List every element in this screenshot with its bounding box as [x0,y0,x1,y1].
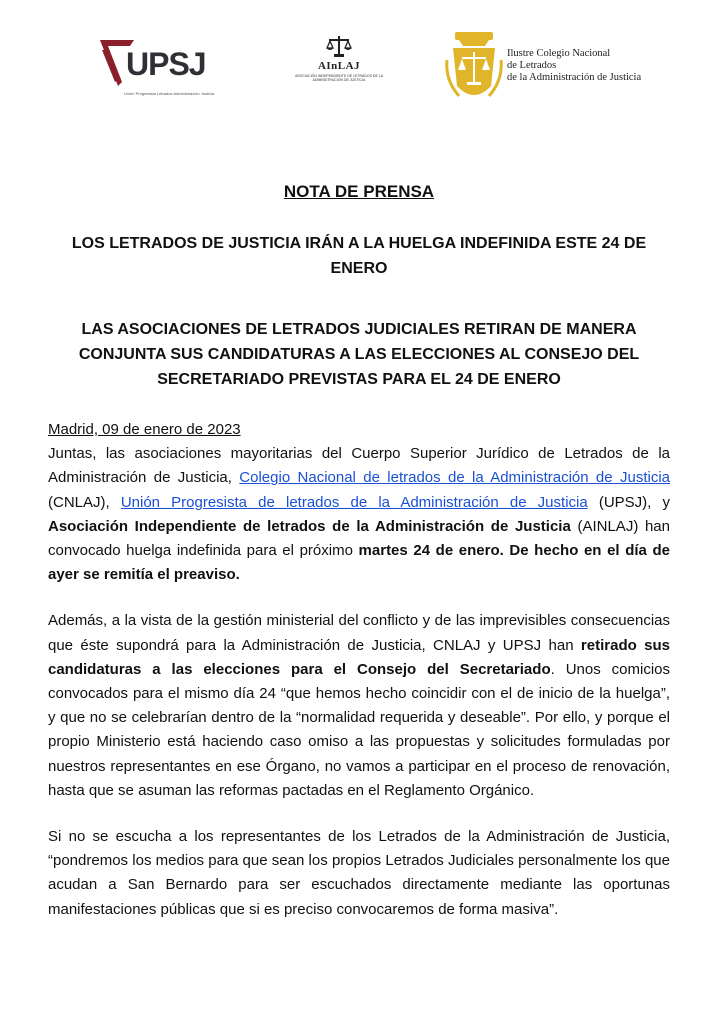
ainlaj-logo [284,34,394,104]
colegio-logo [445,30,665,106]
ainlaj-logo-text: AInLAJ [317,60,361,72]
scales-icon [326,34,352,58]
date-line: Madrid, 09 de enero de 2023 [48,421,241,438]
ainlaj-tagline: ASOCIACIÓN INDEPENDIENTE DE LETRADOS DE LA ADMINISTRACIÓN DE JUSTICIA [294,74,384,82]
paragraph-1: Madrid, 09 de enero de 2023 Juntas, las asociaciones mayoritarias del Cuerpo Superior Jurídico de Letrados de la Administración de Justicia, Colegio Nacional de letrados de la Administración de Justicia (CNLAJ), Unión Progresista de letrados de la Administración de Justicia (UPSJ), y Asociación Independiente de letrados de la Administración de Justicia (AINLAJ) han convocado huelga indefinida para el próximo martes 24 de enero. De hecho en el día de ayer se remitía el preaviso. [48,421,670,584]
upsj-logo [100,36,220,100]
link-cnlaj[interactable]: Colegio Nacional de letrados de la Administración de Justicia [239,469,670,487]
document-body [48,418,670,944]
colegio-crest-icon [445,30,503,106]
header-logos [0,28,718,108]
colegio-line-2: de Letrados [507,60,557,71]
ainlaj-name: Asociación Independiente de letrados de la Administración de Justicia [48,517,571,535]
paragraph-3: Si no se escucha a los representantes de los Letrados de la Administración de Justicia, “pondremos los medios para que sean los propios Letrados Judiciales personalmente los que acudan a San Bernardo para ser escuchados directamente mediante las oportunas manifestaciones públicas que si es preciso convocaremos de forma masiva”. [48,828,670,918]
paragraph-2: Además, a la vista de la gestión ministerial del conflicto y de las imprevisibles consecuencias que éste supondrá para la Administración de Justicia, CNLAJ y UPSJ han retirado sus candidaturas a las elecciones para el Consejo del Secretariado. Unos comicios convocados para el mismo día 24 “que hemos hecho coincidir con el de inicio de la huelga”, y que no se celebrarían dentro de la “normalidad requerida y deseable”. Por ello, y porque el propio Ministerio está haciendo caso omiso a las propuestas y solicitudes formuladas por nuestros representantes en ese Órgano, no vamos a participar en el proceso de renovación, hasta que se asuman las reformas pactadas en el Reglamento Orgánico. [48,612,670,799]
document-title: NOTA DE PRENSA [283,182,435,201]
strike-date: martes 24 de enero. De hecho en el día de ayer se remitía el preaviso. [48,542,670,584]
colegio-logo-text [507,48,641,84]
headline-candidacies: LAS ASOCIACIONES DE LETRADOS JUDICIALES RETIRAN DE MANERA CONJUNTA SUS CANDIDATURAS A LAS ELECCIONES AL CONSEJO DEL SECRETARIADO PREVISTAS PARA EL 24 DE ENERO [78,321,640,388]
colegio-line-1: Ilustre Colegio Nacional [507,48,611,59]
candidacies-withdrawn: retirado sus candidaturas a las elecciones para el Consejo del Secretariado [48,636,670,678]
upsj-tagline: Unión Progresista Letrados Administración Justicia [124,91,215,96]
upsj-logo-text: UPSJ [126,46,206,82]
headline-strike: LOS LETRADOS DE JUSTICIA IRÁN A LA HUELGA INDEFINIDA ESTE 24 DE ENERO [71,235,647,277]
link-upsj[interactable]: Unión Progresista de letrados de la Administración de Justicia [120,493,588,511]
colegio-line-3: de la Administración de Justicia [507,72,642,83]
